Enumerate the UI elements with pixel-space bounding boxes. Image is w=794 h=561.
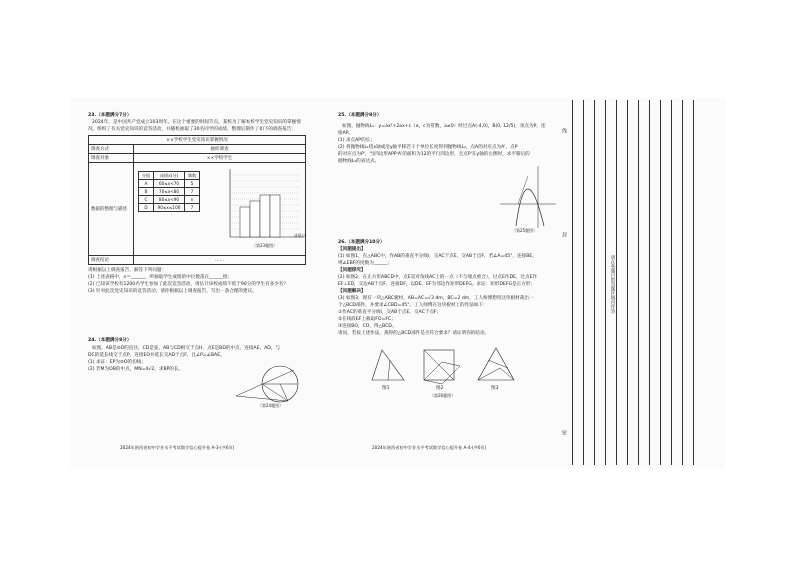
q25-figure-caption: （第25题图） [512, 228, 538, 233]
q23-sub3: (3) 针对此次党史知识的竞答活动，请你根据以上调查报告，写出一条合理的建议。 [88, 289, 257, 294]
q26-figure3 [474, 344, 518, 384]
survey-row-label: 数据的整理与描述 [89, 163, 134, 256]
q23-intro-line2: 况，组织了有关党史知识的竞答活动，并随机抽取了30名同学的成绩，整理后制作了如下的调查报告： [88, 127, 296, 132]
data-description-cell [134, 163, 306, 256]
binding-line [671, 100, 672, 465]
q26-header: 26.（本题满分10分） [338, 240, 385, 245]
freq-cell: 7 [185, 204, 200, 212]
q24-line1: 如图，AB是⊙O的直径，CD是弦，AB与CD相交于点H，点E是BD的中点，连接AE、AD，与 [92, 346, 280, 351]
q25-line2: 接AP。 [338, 131, 354, 136]
binding-line [638, 100, 639, 465]
q23-sub1: (1) 上述表格中，n＝______，所抽取学生成绩的中位数落在______组； [88, 275, 233, 280]
freq-header: 分组 [139, 172, 154, 180]
freq-cell: 70≤x<80 [153, 188, 184, 196]
answer-zone-note: 请在各题目的答题区域内作答 [610, 255, 615, 314]
histogram-x-label: 成绩/分 [294, 233, 307, 238]
footer-right: 2024年陕西省初中学业水平考试数学信心提升卷 A-4-(共6页) [372, 445, 487, 450]
q26-line6: 个△BCD部件，并要求∠CBD=45°。工人师傅在这块板材上的作法如下： [338, 303, 488, 308]
q25-line4: (2) 将抛物线L₁绕x轴或沿y轴平移若干个单位长度得到抛物线L₂，点A的对应点为A'，点P [338, 145, 518, 150]
survey-table-title: ××学校学生党史知识掌握情况 [89, 136, 306, 145]
q26-figure-caption: （第26题图） [430, 393, 456, 398]
q26-line5: (3) 如图3，现有一块△ABC板材，AB=AC=√3 dm，BC=2 dm，工人师傅想用这块板材裁出一 [338, 296, 534, 301]
binding-line [660, 100, 661, 465]
frequency-table [138, 171, 200, 212]
q26-figure2 [420, 346, 462, 384]
binding-line [649, 100, 650, 465]
q25-line5: 的对应点为P'，当四边形APP'A'的面积为12的平行四边形，且点P'在y轴的左侧时，求平移后的 [338, 152, 530, 157]
q26-fig3-label: 图3 [491, 386, 499, 391]
q24-figure-caption: （第24题图） [258, 403, 284, 408]
freq-cell: B [139, 188, 154, 196]
survey-row-value: ××学校学生 [134, 154, 306, 163]
binding-line [594, 100, 595, 465]
freq-cell: 80≤x<90 [153, 196, 184, 204]
q26-fig1-label: 图1 [382, 386, 390, 391]
q26-line7: ①作AC的垂直平分线l，交AB于点E，交AC于点F； [338, 310, 442, 315]
q25-line6: 抛物线L₂的表达式。 [338, 159, 380, 164]
survey-row-value: …… [134, 256, 306, 265]
freq-cell: 5 [185, 180, 200, 188]
freq-cell: 90≤x≤100 [153, 204, 184, 212]
q26-figure1 [368, 346, 408, 384]
q26-line8: ②在线段EF上截取FO=FC； [338, 317, 396, 322]
freq-cell: n [185, 196, 200, 204]
q26-fig2-label: 图2 [436, 386, 444, 391]
q23-figure-caption: （第23题图） [252, 243, 278, 248]
seal-label-seal: 封 [561, 232, 567, 237]
freq-cell: 60≤x<70 [153, 180, 184, 188]
survey-table [88, 135, 306, 265]
hist-bar-b [250, 201, 260, 237]
freq-header: 成绩x(分) [153, 172, 184, 180]
seal-label-secret: 密 [561, 430, 567, 435]
q26-line4: EF⊥ED，交边AB于点F，连接DF，以DE、EF为邻边作矩形DEFG。求证：矩形DEFG是正方形； [338, 282, 535, 287]
q26-line1: (1) 如图1，在△ABC中，作AB的垂直平分线l，交AC于点E，交AB于点F，若∠A=45°，连接BE， [338, 254, 537, 259]
survey-row-label: 调查方式 [89, 145, 134, 154]
q23-intro-line1: 2024年，是中国共产党成立103周年。在这个重要的时间节点，某校为了解本校学生党史知识的掌握情 [92, 120, 301, 125]
q26-line3: (2) 如图2，在正方形ABCD中，点E是对角线AC上的一点（不与端点重合），过点E作DE，过点E作 [338, 275, 538, 280]
binding-line [682, 100, 683, 465]
q25-header: 25.（本题满分8分） [338, 113, 382, 118]
survey-row-label: 调查对象 [89, 154, 134, 163]
q24-line2: DC的延长线交于点P，连接EO并延长交AD于点F，且∠P=∠BAE。 [88, 353, 225, 358]
binding-line [627, 100, 628, 465]
q25-parabola-figure [498, 164, 558, 230]
freq-cell: A [139, 180, 154, 188]
survey-row-value: 抽样调查 [134, 145, 306, 154]
q24-line4: (2) 若M为OB的中点，MN=4√2，求BP的长。 [88, 367, 184, 372]
q23-sub2: (2) 已知该学校有1200名学生参加了此次竞答活动，请估计该校成绩不低于90分的学生有多少名？ [88, 282, 289, 287]
q23-header: 23.（本题满分7分） [88, 113, 132, 118]
seal-label-line: 线 [561, 128, 567, 133]
binding-line [693, 100, 694, 465]
binding-line [616, 100, 617, 465]
q23-prompt: 请根据以上调查报告，解答下列问题： [88, 268, 167, 273]
hist-bar-c [260, 195, 270, 237]
binding-line [572, 100, 573, 465]
q26-section3: 【问题解决】 [338, 289, 366, 294]
q25-line1: 如图，抛物线L₁：y=ax²+2ax+c（a，c为常数，a≠0）经过点A(-4,0)，B(0, 12/5)，顶点为P，连 [342, 124, 546, 129]
freq-cell: D [139, 204, 154, 212]
q24-line3: (1) 求证：EP为⊙O的切线； [88, 360, 146, 365]
q26-section2: 【问题探究】 [338, 268, 366, 273]
freq-cell: 7 [185, 188, 200, 196]
q26-line2: 则∠EBF的度数为______； [338, 261, 393, 266]
q26-line9: ③连接BO，CO，得△BCD。 [338, 324, 397, 329]
footer-left: 2024年陕西省初中学业水平考试数学信心提升卷 A-3-(共6页) [120, 445, 235, 450]
binding-line [605, 100, 606, 465]
hist-bar-d [270, 195, 280, 237]
freq-header: 频数 [185, 172, 200, 180]
q26-line10: 请问，若按上述作法，裁得的△BCD部件是否符合要求？请证明你的结论。 [338, 331, 490, 336]
binding-line [583, 100, 584, 465]
survey-row-label: 调查结论 [89, 256, 134, 265]
q25-line3: (1) 求点AP的长； [338, 138, 375, 143]
hist-bar-a [240, 207, 250, 237]
q24-header: 24.（本题满分8分） [88, 338, 132, 343]
freq-cell: C [139, 196, 154, 204]
q26-section1: 【问题提出】 [338, 247, 366, 252]
